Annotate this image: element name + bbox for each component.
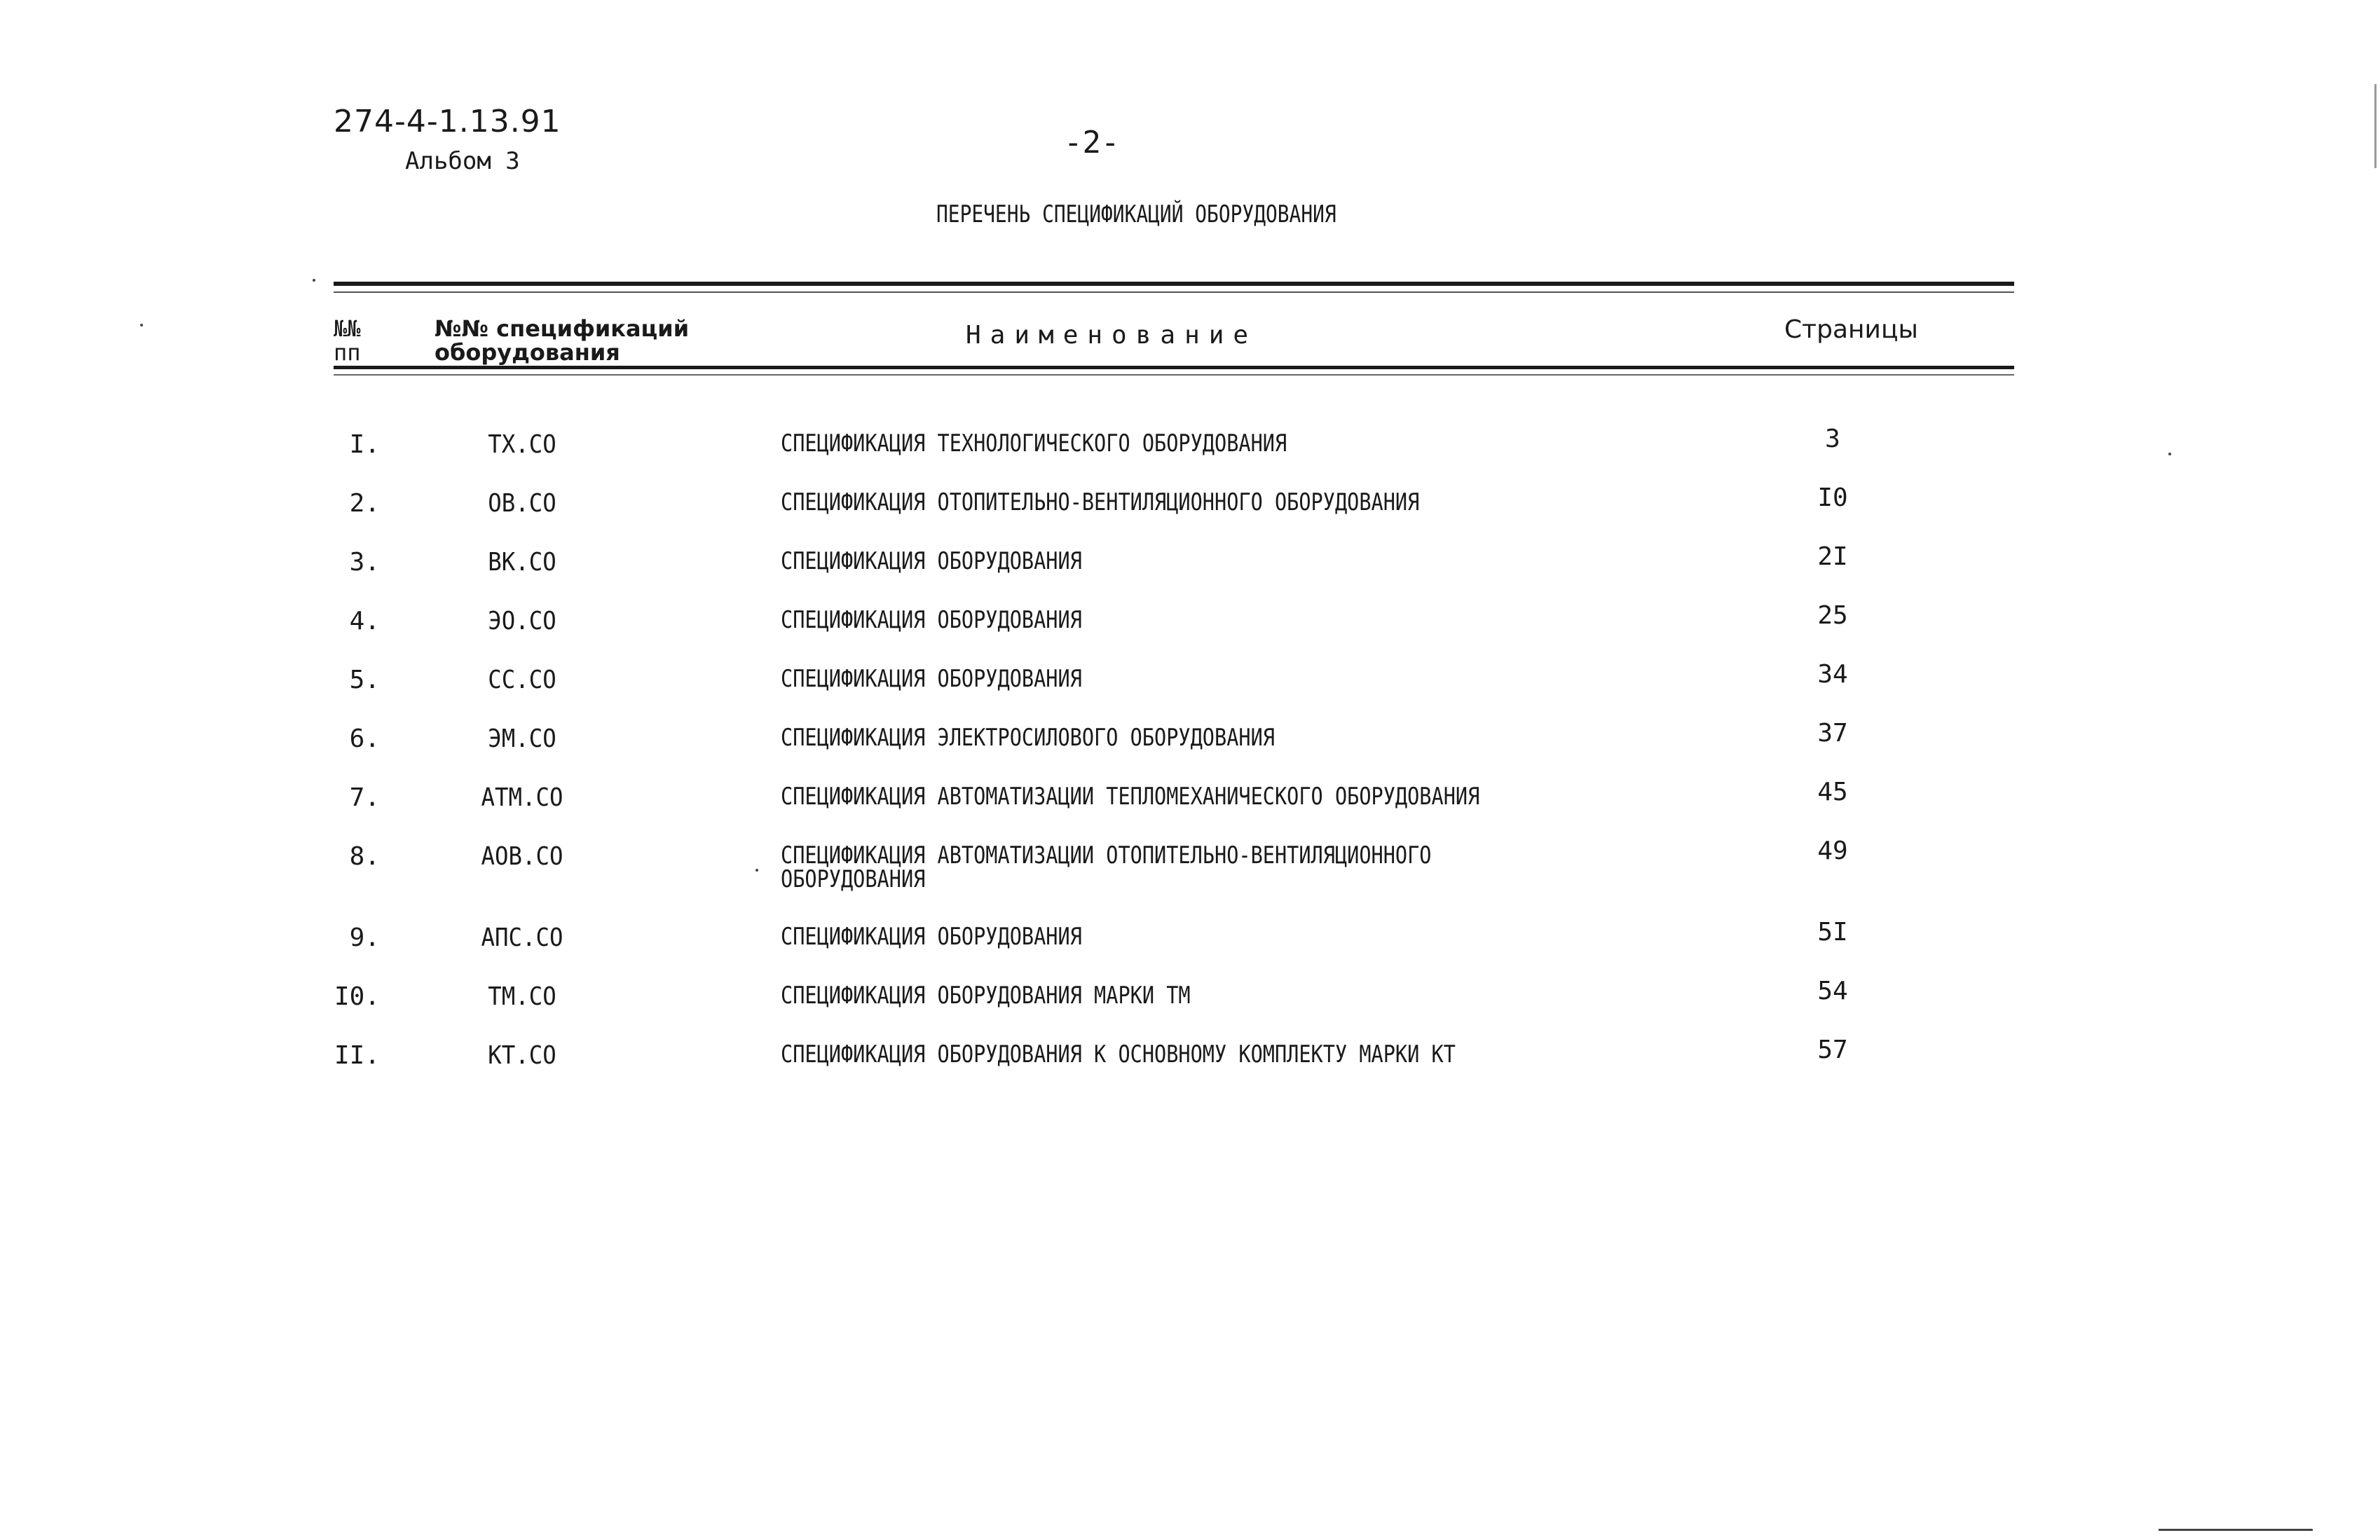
row-number: 3. (349, 548, 380, 577)
table-top-rule-thin (334, 291, 2014, 293)
table-row (0, 837, 2380, 900)
row-code: КТ.СО (488, 1041, 556, 1070)
row-number: 4. (349, 607, 380, 635)
row-code: ТХ.СО (488, 430, 556, 459)
row-page: 25 (1817, 601, 1848, 630)
table-header-rule (334, 366, 2014, 369)
row-code: АТМ.СО (481, 783, 563, 812)
table-row (0, 1036, 2380, 1099)
column-header-number (334, 317, 383, 364)
row-name: СПЕЦИФИКАЦИЯ ЭЛЕКТРОСИЛОВОГО ОБОРУДОВАНИЯ (781, 724, 1275, 752)
table-row (0, 483, 2380, 546)
table-header-rule-thin (334, 374, 2014, 376)
row-code: ОВ.СО (488, 489, 556, 518)
row-page: I0 (1817, 483, 1848, 512)
column-header-code-line2: оборудования (435, 339, 620, 366)
page-number: -2- (1064, 125, 1120, 160)
row-number: 8. (349, 842, 380, 871)
row-name: СПЕЦИФИКАЦИЯ АВТОМАТИЗАЦИИ ОТОПИТЕЛЬНО-ВЕНТИЛЯЦИОННОГО ОБОРУДОВАНИЯ (781, 841, 1432, 893)
row-page: 45 (1817, 778, 1848, 806)
row-number: 9. (349, 923, 380, 952)
column-header-pages: Страницы (1784, 315, 1918, 344)
row-number: 5. (349, 666, 380, 694)
row-name: СПЕЦИФИКАЦИЯ ОТОПИТЕЛЬНО-ВЕНТИЛЯЦИОННОГО ОБОРУДОВАНИЯ (781, 488, 1420, 516)
row-number: 2. (349, 489, 380, 518)
scan-margin-mark (2374, 84, 2376, 168)
scan-speck (140, 324, 143, 326)
table-row (0, 778, 2380, 841)
scan-speck (313, 279, 315, 282)
row-name: СПЕЦИФИКАЦИЯ ОБОРУДОВАНИЯ (781, 606, 1082, 634)
table-row (0, 542, 2380, 605)
document-title: ПЕРЕЧЕНЬ СПЕЦИФИКАЦИЙ ОБОРУДОВАНИЯ (936, 200, 1336, 228)
row-name: СПЕЦИФИКАЦИЯ ОБОРУДОВАНИЯ (781, 547, 1082, 575)
column-header-number-line2: пп (334, 339, 361, 366)
scan-speck (2168, 453, 2171, 455)
row-page: 5I (1817, 918, 1848, 947)
row-page: 57 (1817, 1036, 1848, 1064)
row-page: 49 (1817, 837, 1848, 865)
scan-bottom-rule (2159, 1529, 2313, 1531)
row-name: СПЕЦИФИКАЦИЯ ОБОРУДОВАНИЯ К ОСНОВНОМУ КОМПЛЕКТУ МАРКИ КТ (781, 1040, 1456, 1068)
column-header-number-line1: №№ (334, 315, 361, 342)
row-number: II. (334, 1041, 380, 1070)
row-number: I0. (334, 982, 380, 1011)
row-code: СС.СО (488, 666, 556, 694)
table-row (0, 719, 2380, 782)
row-name: СПЕЦИФИКАЦИЯ ОБОРУДОВАНИЯ МАРКИ ТМ (781, 982, 1191, 1010)
scan-speck (755, 869, 758, 872)
table-top-rule (334, 282, 2014, 286)
row-code: АОВ.СО (481, 842, 563, 871)
row-code: ЭМ.СО (488, 724, 556, 753)
row-code: ТМ.СО (488, 982, 556, 1011)
row-page: 3 (1825, 425, 1840, 453)
table-row (0, 425, 2380, 488)
column-header-name: Наименование (966, 321, 1258, 350)
album-label: Альбом 3 (405, 147, 520, 175)
row-number: 6. (349, 724, 380, 753)
row-page: 34 (1817, 660, 1848, 689)
row-page: 37 (1817, 719, 1848, 748)
row-code: ЭО.СО (488, 607, 556, 635)
document-code: 274-4-1.13.91 (334, 104, 561, 139)
column-header-code-line1: №№ спецификаций (435, 315, 690, 342)
row-name: СПЕЦИФИКАЦИЯ ОБОРУДОВАНИЯ (781, 665, 1082, 693)
row-number: I. (349, 430, 380, 459)
row-page: 2I (1817, 542, 1848, 571)
row-number: 7. (349, 783, 380, 812)
row-name: СПЕЦИФИКАЦИЯ ТЕХНОЛОГИЧЕСКОГО ОБОРУДОВАНИЯ (781, 429, 1287, 458)
row-name: СПЕЦИФИКАЦИЯ АВТОМАТИЗАЦИИ ТЕПЛОМЕХАНИЧЕСКОГО ОБОРУДОВАНИЯ (781, 783, 1480, 811)
row-page: 54 (1817, 977, 1848, 1005)
row-name: СПЕЦИФИКАЦИЯ ОБОРУДОВАНИЯ (781, 923, 1082, 951)
row-code: АПС.СО (481, 923, 563, 952)
row-code: ВК.СО (488, 548, 556, 577)
table-row (0, 977, 2380, 1040)
column-header-code (435, 317, 729, 364)
table-row (0, 918, 2380, 981)
table-row (0, 601, 2380, 664)
table-row (0, 660, 2380, 723)
